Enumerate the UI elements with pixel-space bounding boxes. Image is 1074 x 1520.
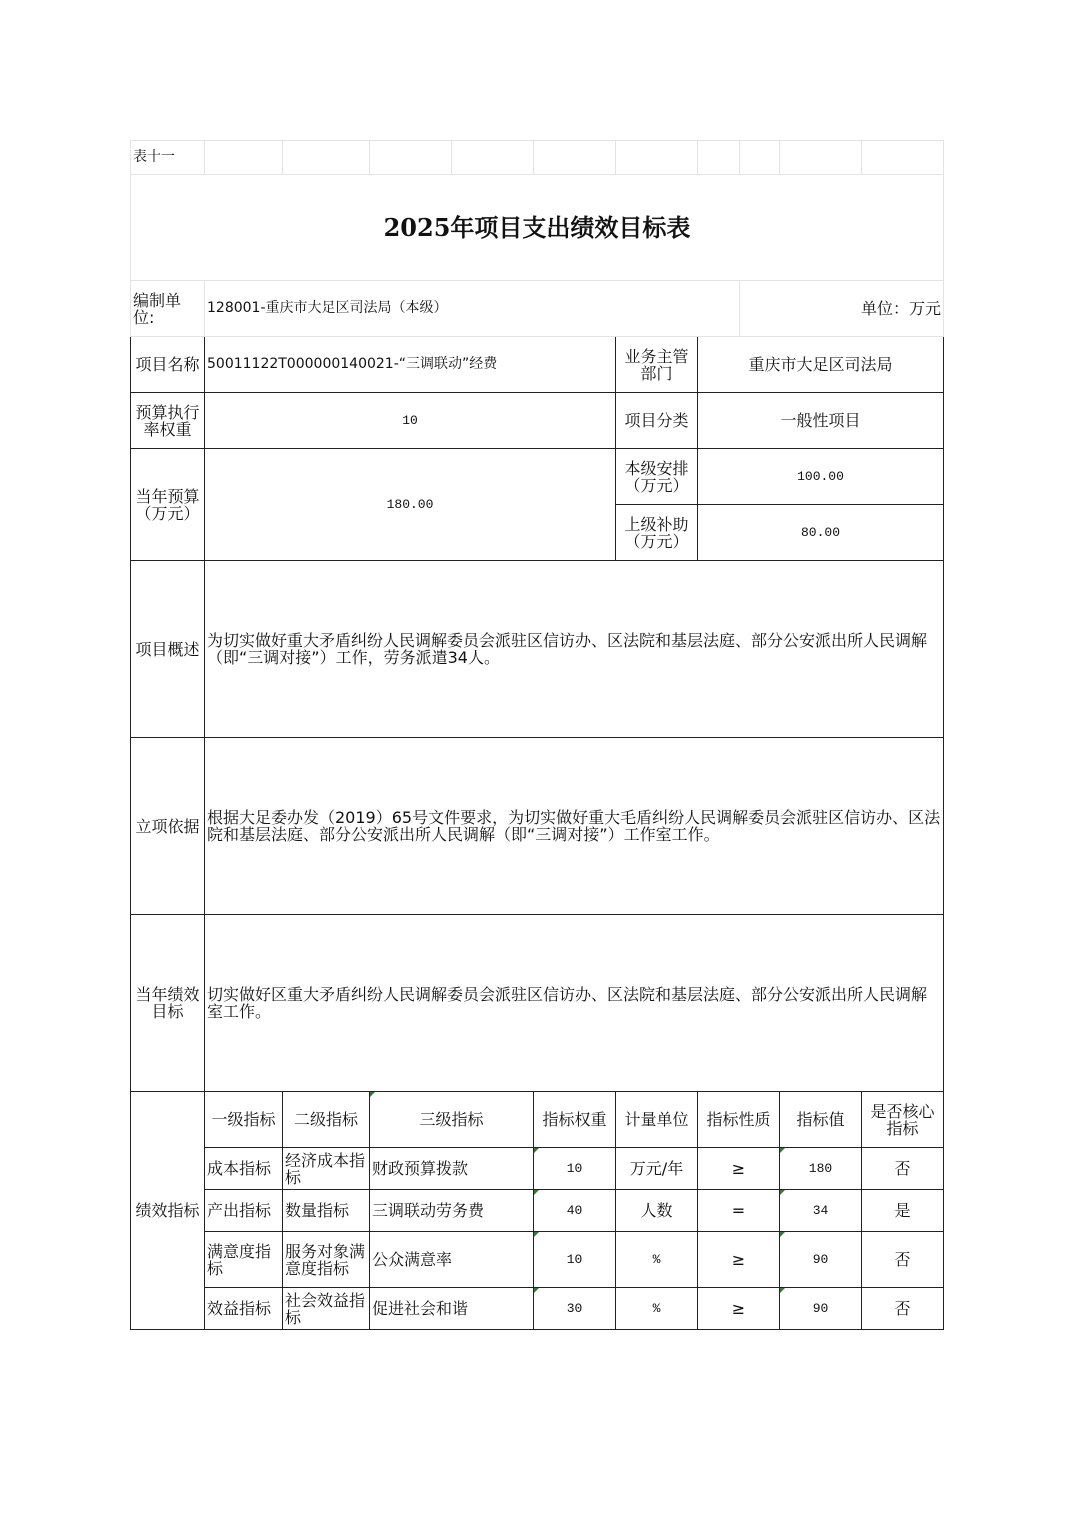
indicator-nature: ≥ <box>698 1148 780 1190</box>
category-label: 项目分类 <box>616 393 698 449</box>
indicator-value: 180 <box>780 1148 862 1190</box>
project-name-label: 项目名称 <box>131 337 205 393</box>
weight-value: 10 <box>205 393 616 449</box>
indicator-core: 否 <box>862 1288 944 1330</box>
org-label: 编制单位: <box>131 281 205 337</box>
org-value: 128001-重庆市大足区司法局（本级） <box>205 281 740 337</box>
budget-value: 180.00 <box>205 449 616 561</box>
indicator-level3: 公众满意率 <box>370 1232 534 1288</box>
indicator-unit: % <box>616 1288 698 1330</box>
indicator-nature: ≥ <box>698 1288 780 1330</box>
indicator-level1: 满意度指标 <box>205 1232 283 1288</box>
local-value: 100.00 <box>698 449 944 505</box>
indicator-weight: 10 <box>534 1232 616 1288</box>
weight-label: 预算执行率权重 <box>131 393 205 449</box>
indicator-value: 90 <box>780 1232 862 1288</box>
table-row <box>131 1288 944 1330</box>
indicator-level2: 服务对象满意度指标 <box>283 1232 370 1288</box>
page-title: 2025年项目支出绩效目标表 <box>131 175 944 281</box>
indicator-header: 指标值 <box>780 1092 862 1148</box>
goal-text: 切实做好区重大矛盾纠纷人民调解委员会派驻区信访办、区法院和基层法庭、部分公安派出所人民调解室工作。 <box>205 915 944 1092</box>
indicator-nature: ≥ <box>698 1232 780 1288</box>
indicator-header: 指标性质 <box>698 1092 780 1148</box>
indicator-core: 否 <box>862 1148 944 1190</box>
indicators-label: 绩效指标 <box>131 1092 205 1330</box>
indicator-weight: 30 <box>534 1288 616 1330</box>
indicator-unit: 人数 <box>616 1190 698 1232</box>
project-name-value: 50011122T000000140021-“三调联动”经费 <box>205 337 616 393</box>
indicator-header: 是否核心指标 <box>862 1092 944 1148</box>
goal-label: 当年绩效目标 <box>131 915 205 1092</box>
indicator-level2: 社会效益指标 <box>283 1288 370 1330</box>
overview-label: 项目概述 <box>131 561 205 738</box>
indicator-value: 34 <box>780 1190 862 1232</box>
indicator-level3: 促进社会和谐 <box>370 1288 534 1330</box>
dept-label: 业务主管部门 <box>616 337 698 393</box>
indicator-level3: 财政预算拨款 <box>370 1148 534 1190</box>
local-label: 本级安排（万元） <box>616 449 698 505</box>
indicator-core: 是 <box>862 1190 944 1232</box>
performance-target-sheet <box>130 140 944 1330</box>
indicator-header: 三级指标 <box>370 1092 534 1148</box>
sheet-table <box>130 140 944 1330</box>
indicator-level1: 产出指标 <box>205 1190 283 1232</box>
indicator-core: 否 <box>862 1232 944 1288</box>
table-row <box>131 1190 944 1232</box>
indicator-unit: 万元/年 <box>616 1148 698 1190</box>
category-value: 一般性项目 <box>698 393 944 449</box>
overview-text: 为切实做好重大矛盾纠纷人民调解委员会派驻区信访办、区法院和基层法庭、部分公安派出所人民调解（即“三调对接”）工作，劳务派遣34人。 <box>205 561 944 738</box>
unit-text: 单位：万元 <box>740 281 944 337</box>
indicator-weight: 10 <box>534 1148 616 1190</box>
indicator-header: 一级指标 <box>205 1092 283 1148</box>
indicator-level2: 经济成本指标 <box>283 1148 370 1190</box>
indicator-level1: 成本指标 <box>205 1148 283 1190</box>
indicator-nature: = <box>698 1190 780 1232</box>
upper-label: 上级补助（万元） <box>616 505 698 561</box>
table-row <box>131 1148 944 1190</box>
indicator-level2: 数量指标 <box>283 1190 370 1232</box>
table-row <box>131 1232 944 1288</box>
indicator-header: 二级指标 <box>283 1092 370 1148</box>
indicator-unit: % <box>616 1232 698 1288</box>
indicator-header: 计量单位 <box>616 1092 698 1148</box>
basis-label: 立项依据 <box>131 738 205 915</box>
dept-value: 重庆市大足区司法局 <box>698 337 944 393</box>
upper-value: 80.00 <box>698 505 944 561</box>
indicator-level1: 效益指标 <box>205 1288 283 1330</box>
sheet-label: 表十一 <box>131 141 205 175</box>
indicator-level3: 三调联动劳务费 <box>370 1190 534 1232</box>
indicator-header: 指标权重 <box>534 1092 616 1148</box>
basis-text: 根据大足委办发（2019）65号文件要求，为切实做好重大毛盾纠纷人民调解委员会派驻区信访办、区法院和基层法庭、部分公安派出所人民调解（即“三调对接”）工作室工作。 <box>205 738 944 915</box>
budget-label: 当年预算（万元） <box>131 449 205 561</box>
indicator-weight: 40 <box>534 1190 616 1232</box>
indicator-value: 90 <box>780 1288 862 1330</box>
